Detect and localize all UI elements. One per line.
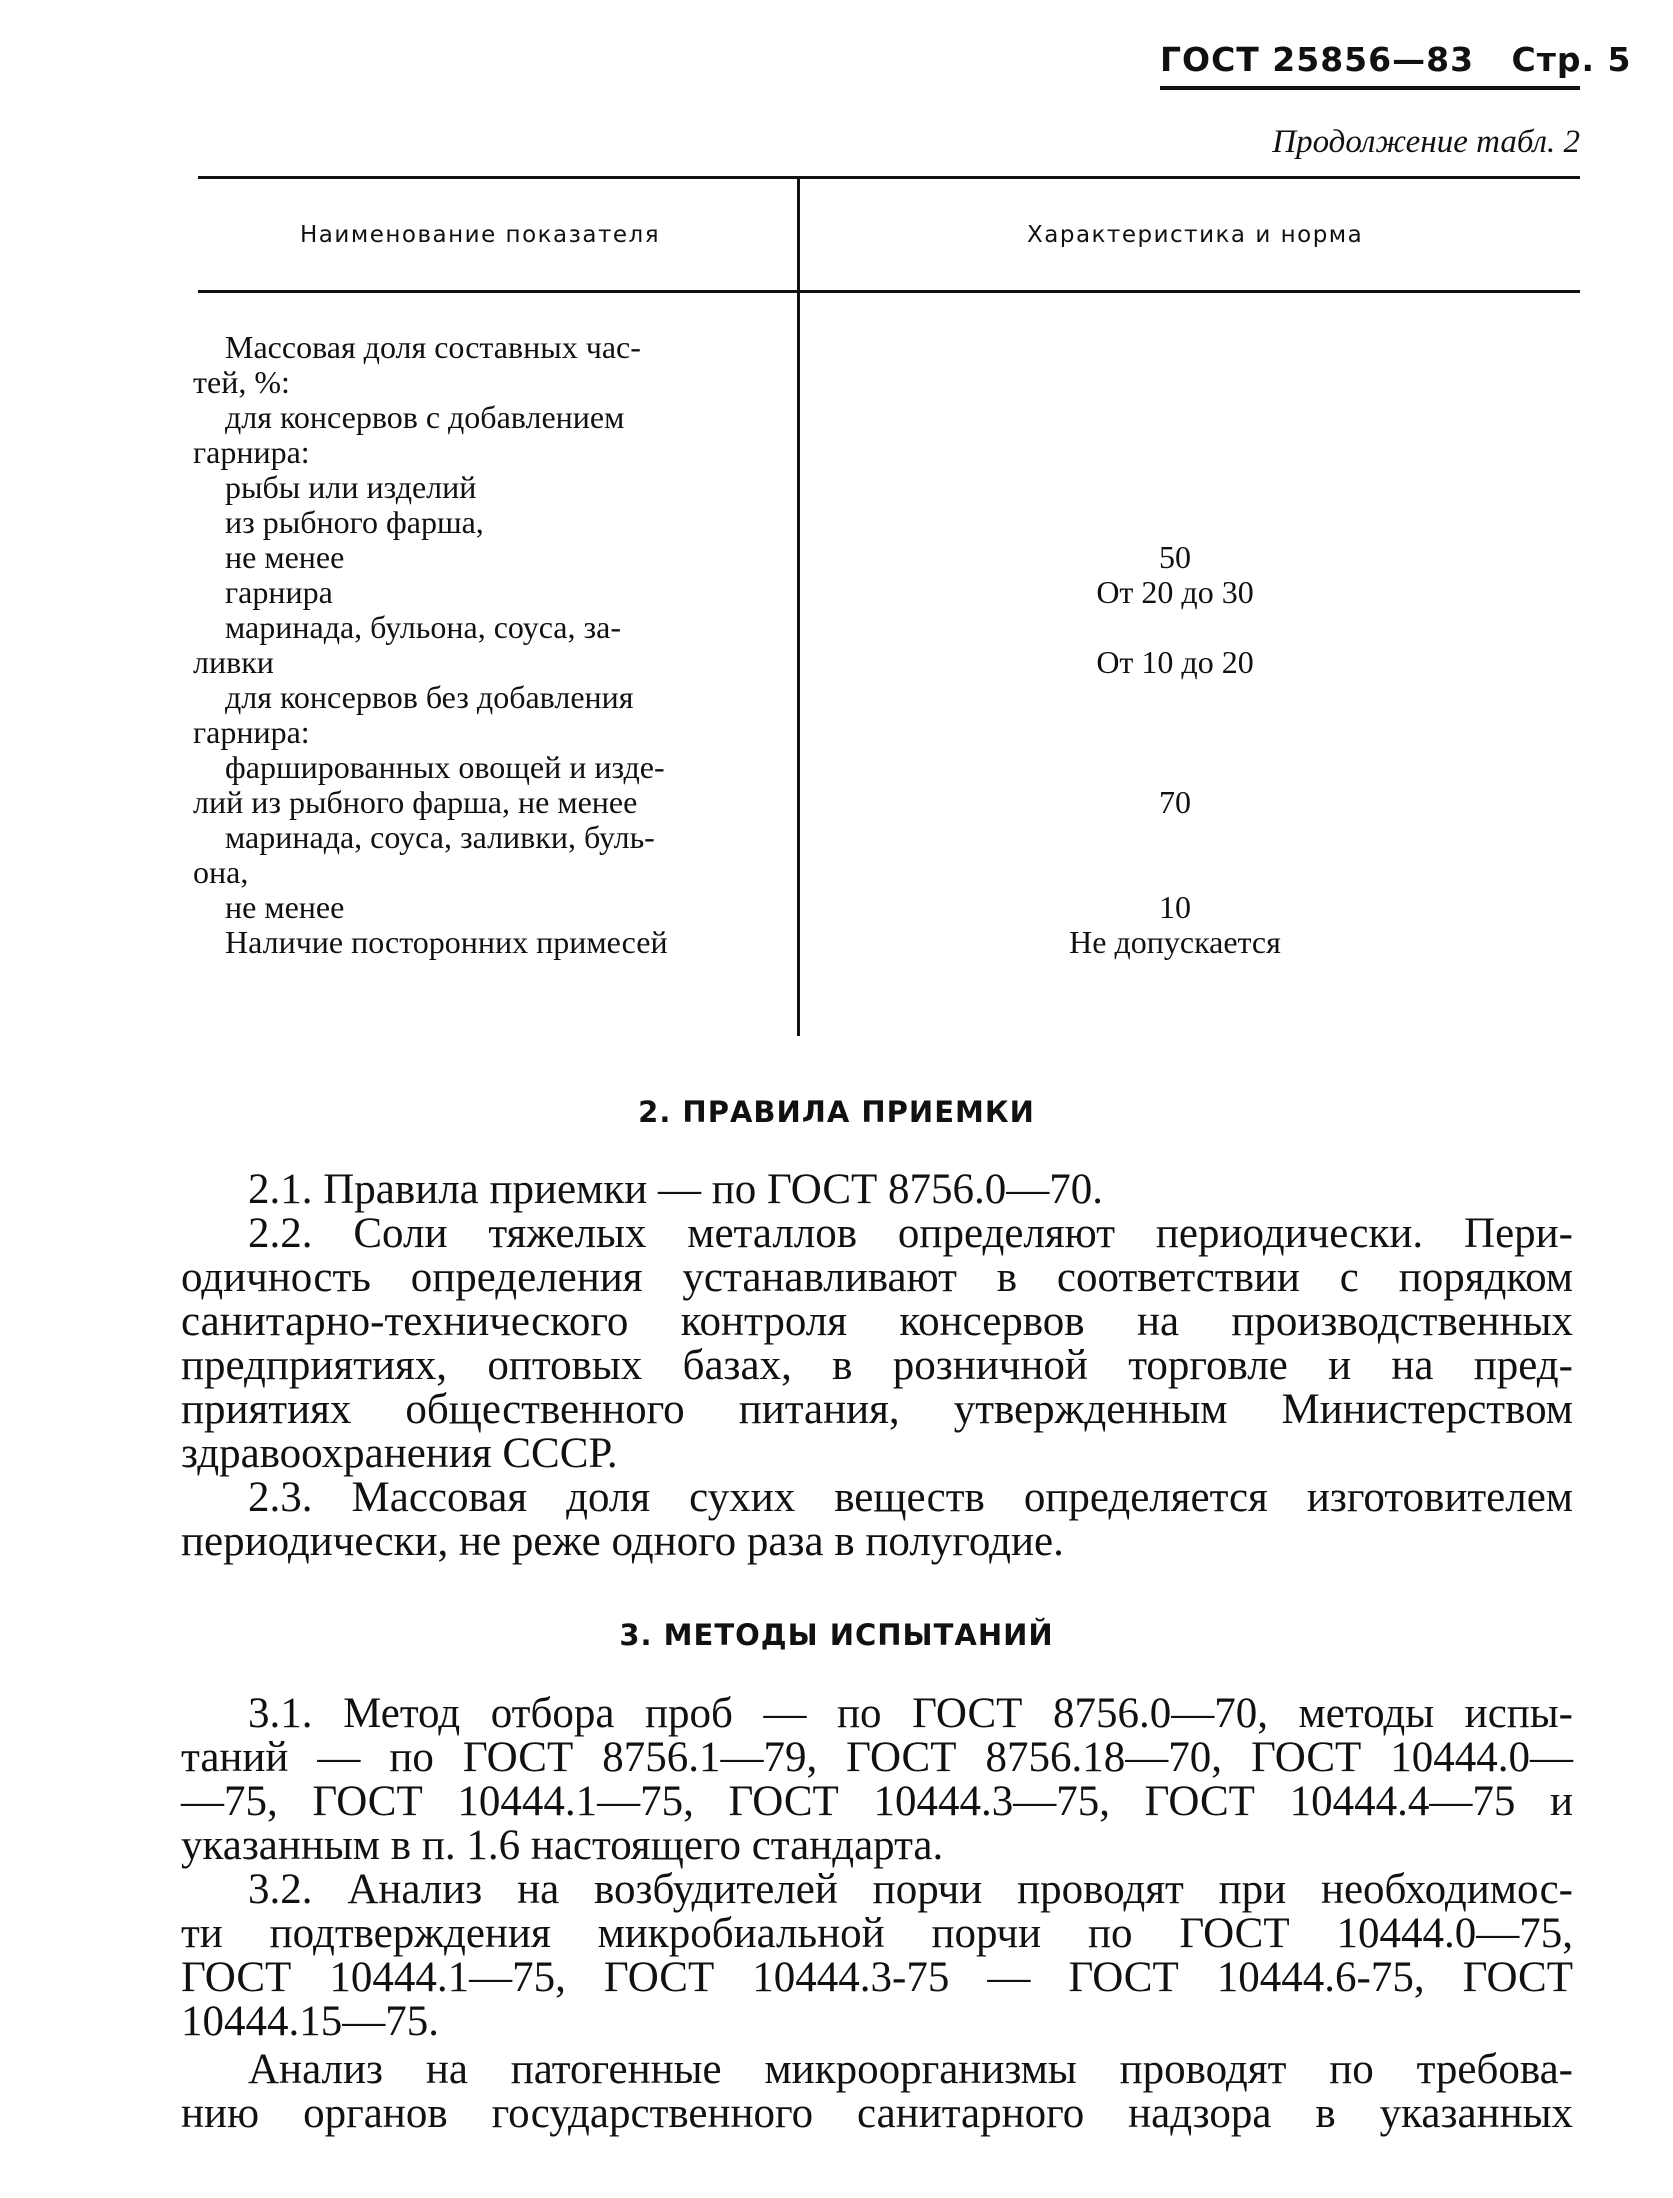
table-row-text: рыбы или изделий: [225, 469, 477, 505]
table-row-text: фаршированных овощей и изде-: [225, 749, 665, 785]
table-value: От 20 до 30: [1096, 574, 1254, 610]
table-row-text: для консервов без добавления: [225, 679, 634, 715]
paragraph-line: ти подтверждения микробиальной порчи по ГОСТ 10444.0—75,: [181, 1910, 1573, 1957]
paragraph-line: 3.1. Метод отбора проб — по ГОСТ 8756.0—70, методы испы-: [248, 1690, 1573, 1737]
section-title: 2. ПРАВИЛА ПРИЕМКИ: [638, 1095, 1035, 1129]
table-row-text: не менее: [225, 889, 345, 925]
paragraph-line: указанным в п. 1.6 настоящего стандарта.: [181, 1822, 944, 1869]
table-row-text: гарнира:: [193, 434, 310, 470]
table-row-text: маринада, соуса, заливки, буль-: [225, 819, 655, 855]
table-top-rule: [198, 176, 1580, 179]
table-row-text: маринада, бульона, соуса, за-: [225, 609, 621, 645]
header-rule: [1160, 86, 1580, 90]
table-column-divider: [797, 178, 800, 1036]
table-row-text: гарнира: [225, 574, 333, 610]
table-header-indicator: Наименование показателя: [300, 222, 661, 248]
table-row-text: Массовая доля составных час-: [225, 329, 641, 365]
table-value: Не допускается: [1069, 924, 1281, 960]
paragraph-line: 3.2. Анализ на возбудителей порчи проводят при необходимос-: [248, 1866, 1573, 1913]
table-row-text: из рыбного фарша,: [225, 504, 484, 540]
table-header-characteristic: Характеристика и норма: [1027, 222, 1364, 248]
paragraph-line: 10444.15—75.: [181, 1998, 439, 2045]
table-continuation-label: Продолжение табл. 2: [1272, 124, 1580, 160]
paragraph-line: таний — по ГОСТ 8756.1—79, ГОСТ 8756.18—70, ГОСТ 10444.0—: [181, 1734, 1573, 1781]
table-row-text: она,: [193, 854, 249, 890]
table-row-text: Наличие посторонних примесей: [225, 924, 668, 960]
table-row-text: тей, %:: [193, 364, 290, 400]
paragraph-line: 2.2. Соли тяжелых металлов определяют периодически. Пери-: [248, 1210, 1573, 1257]
table-row-text: гарнира:: [193, 714, 310, 750]
paragraph-line: Анализ на патогенные микроорганизмы проводят по требова-: [248, 2046, 1573, 2093]
table-value: От 10 до 20: [1096, 644, 1254, 680]
table-row-text: не менее: [225, 539, 345, 575]
table-row-text: ливки: [193, 644, 274, 680]
paragraph: [181, 1868, 1573, 2044]
paragraph-line: приятиях общественного питания, утвержденным Министерством: [181, 1386, 1573, 1433]
paragraph-line: нию органов государственного санитарного надзора в указанных: [181, 2090, 1573, 2137]
paragraph-line: здравоохранения СССР.: [181, 1430, 618, 1477]
document-reference: ГОСТ 25856—83: [1160, 40, 1475, 79]
page-header: [1160, 40, 1632, 79]
page-number: Стр. 5: [1511, 40, 1632, 79]
paragraph-line: предприятиях, оптовых базах, в розничной торговле и на пред-: [181, 1342, 1573, 1389]
paragraph-line: санитарно-технического контроля консервов на производственных: [181, 1298, 1573, 1345]
table-value: 50: [1159, 539, 1191, 575]
paragraph-line: периодически, не реже одного раза в полугодие.: [181, 1518, 1064, 1565]
paragraph-line: ГОСТ 10444.1—75, ГОСТ 10444.3-75 — ГОСТ 10444.6-75, ГОСТ: [181, 1954, 1573, 2001]
table-row-text: лий из рыбного фарша, не менее: [193, 784, 638, 820]
table-row-text: для консервов с добавлением: [225, 399, 625, 435]
paragraph-line: одичность определения устанавливают в соответствии с порядком: [181, 1254, 1573, 1301]
paragraph-line: —75, ГОСТ 10444.1—75, ГОСТ 10444.3—75, ГОСТ 10444.4—75 и: [181, 1778, 1573, 1825]
table-header-rule: [198, 290, 1580, 293]
paragraph: [181, 1692, 1573, 1868]
paragraph-line: 2.3. Массовая доля сухих веществ определяется изготовителем: [248, 1474, 1573, 1521]
paragraph: [181, 1212, 1573, 1476]
table-value: 70: [1159, 784, 1191, 820]
paragraph: [181, 2048, 1573, 2136]
section-title: 3. МЕТОДЫ ИСПЫТАНИЙ: [619, 1618, 1054, 1652]
table-value: 10: [1159, 889, 1191, 925]
paragraph: [181, 1476, 1573, 1564]
paragraph-line: 2.1. Правила приемки — по ГОСТ 8756.0—70.: [248, 1166, 1104, 1213]
